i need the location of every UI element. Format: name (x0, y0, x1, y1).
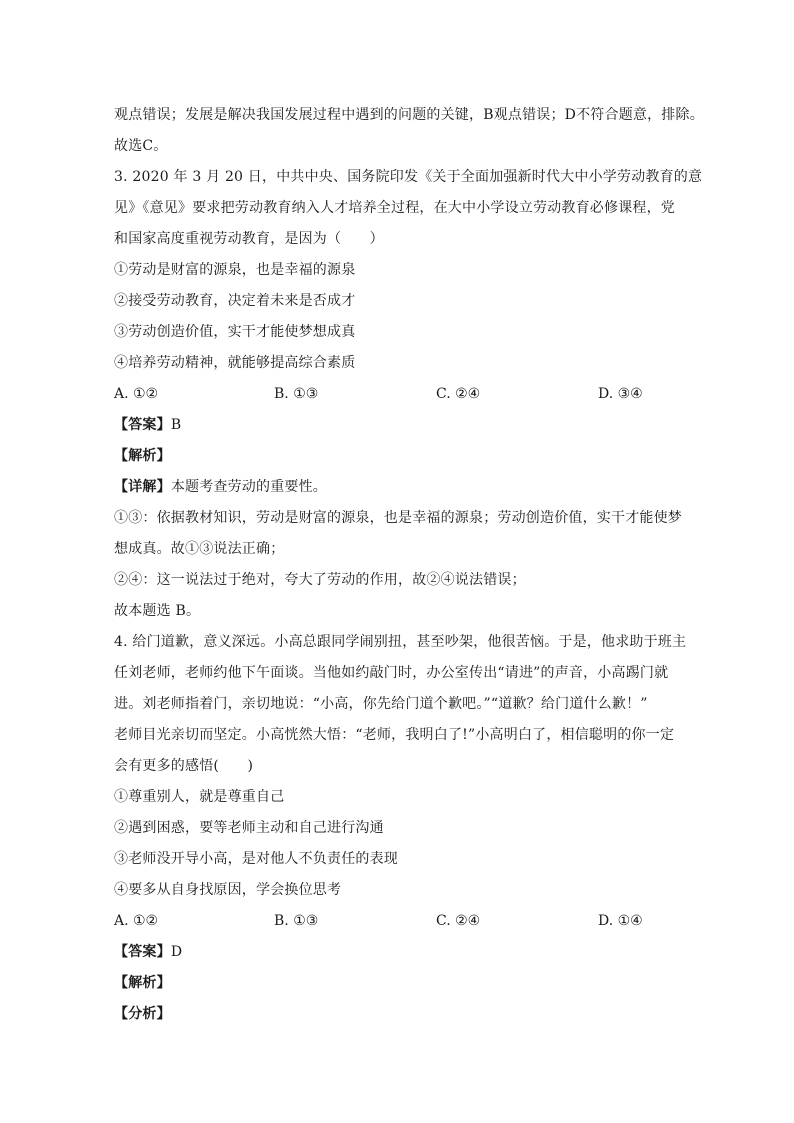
q3-explanation-line-1: ①③：依据教材知识，劳动是财富的源泉，也是幸福的源泉；劳动创造价值，实干才能使梦 (114, 510, 682, 526)
q4-item-2: ②遇到困惑，要等老师主动和自己进行沟通 (114, 820, 384, 836)
q3-detail (114, 472, 684, 503)
q4-option-d: D. ①④ (598, 913, 643, 929)
q3-explanation-line-4: 故本题选 B。 (114, 603, 201, 619)
q4-stem-line-4: 老师目光亲切而坚定。小高恍然大悟：“老师，我明白了!”小高明白了，相信聪明的你一定 (114, 727, 675, 743)
q4-answer-value: D (170, 944, 183, 960)
q3-option-a: A. ①② (114, 386, 159, 402)
q4-stem-line-1: 4. 给门道歉，意义深远。小高总跟同学闹别扭，甚至吵架，他很苦恼。于是，他求助于班主 (114, 634, 687, 650)
q4-item-3: ③老师没开导小高，是对他人不负责任的表现 (114, 851, 398, 867)
q3-answer (114, 410, 684, 441)
q4-fenxi (114, 999, 684, 1030)
q4-item-4: ④要多从自身找原因，学会换位思考 (114, 882, 342, 898)
q3-detail-text: 本题考查劳动的重要性。 (170, 479, 328, 495)
q4-stem-line-2: 任刘老师，老师约他下午面谈。当他如约敲门时，办公室传出“请进”的声音，小高踢门就 (114, 665, 669, 681)
q4-stem-line-3: 进。刘老师指着门，亲切地说：“小高，你先给门道个歉吧。”“道歉？给门道什么歉！” (114, 696, 648, 712)
q3-options (114, 379, 684, 410)
q4-answer (114, 937, 684, 968)
question-3 (114, 162, 703, 627)
q4-fenxi-tag: 【分析】 (114, 1006, 171, 1022)
q3-item-2: ②接受劳动教育，决定着未来是否成才 (114, 293, 356, 309)
q3-answer-value: B (170, 417, 182, 433)
q4-analysis-tag: 【解析】 (114, 975, 171, 991)
q4-item-1: ①尊重别人，就是尊重自己 (114, 789, 285, 805)
question-4 (114, 627, 687, 1030)
q4-options (114, 906, 684, 937)
q4-option-a: A. ①② (114, 913, 159, 929)
intro-line-1: 观点错误；发展是解决我国发展过程中遇到的问题的关键，B观点错误；D不符合题意，排除。 (114, 107, 704, 123)
q3-detail-tag: 【详解】 (114, 479, 171, 495)
q4-option-b: B. ①③ (274, 913, 319, 929)
q3-stem-line-3: 和国家高度重视劳动教育，是因为（ ） (114, 231, 384, 247)
q3-analysis-tag: 【解析】 (114, 448, 171, 464)
q3-analysis (114, 441, 684, 472)
q3-stem-line-1: 3. 2020 年 3 月 20 日，中共中央、国务院印发《关于全面加强新时代大中小学劳动教育的意 (114, 169, 703, 185)
q4-answer-tag: 【答案】 (114, 944, 171, 960)
q3-item-4: ④培养劳动精神，就能够提高综合素质 (114, 355, 356, 371)
q3-option-c: C. ②④ (436, 386, 481, 402)
q3-stem-line-2: 见》《意见》要求把劳动教育纳入人才培养全过程，在大中小学设立劳动教育必修课程，党 (114, 200, 675, 216)
q3-explanation-line-3: ②④：这一说法过于绝对，夸大了劳动的作用，故②④说法错误； (114, 572, 526, 588)
intro-line-2: 故选C。 (114, 138, 168, 154)
q4-analysis (114, 968, 684, 999)
q4-option-c: C. ②④ (436, 913, 481, 929)
q3-explanation-line-2: 想成真。故①③说法正确； (114, 541, 285, 557)
q3-answer-tag: 【答案】 (114, 417, 171, 433)
q4-stem-line-5: 会有更多的感悟( ) (114, 758, 254, 774)
q3-item-1: ①劳动是财富的源泉，也是幸福的源泉 (114, 262, 356, 278)
q3-item-3: ③劳动创造价值，实干才能使梦想成真 (114, 324, 356, 340)
document-body (114, 100, 704, 1030)
q3-option-b: B. ①③ (274, 386, 319, 402)
q3-option-d: D. ③④ (598, 386, 643, 402)
